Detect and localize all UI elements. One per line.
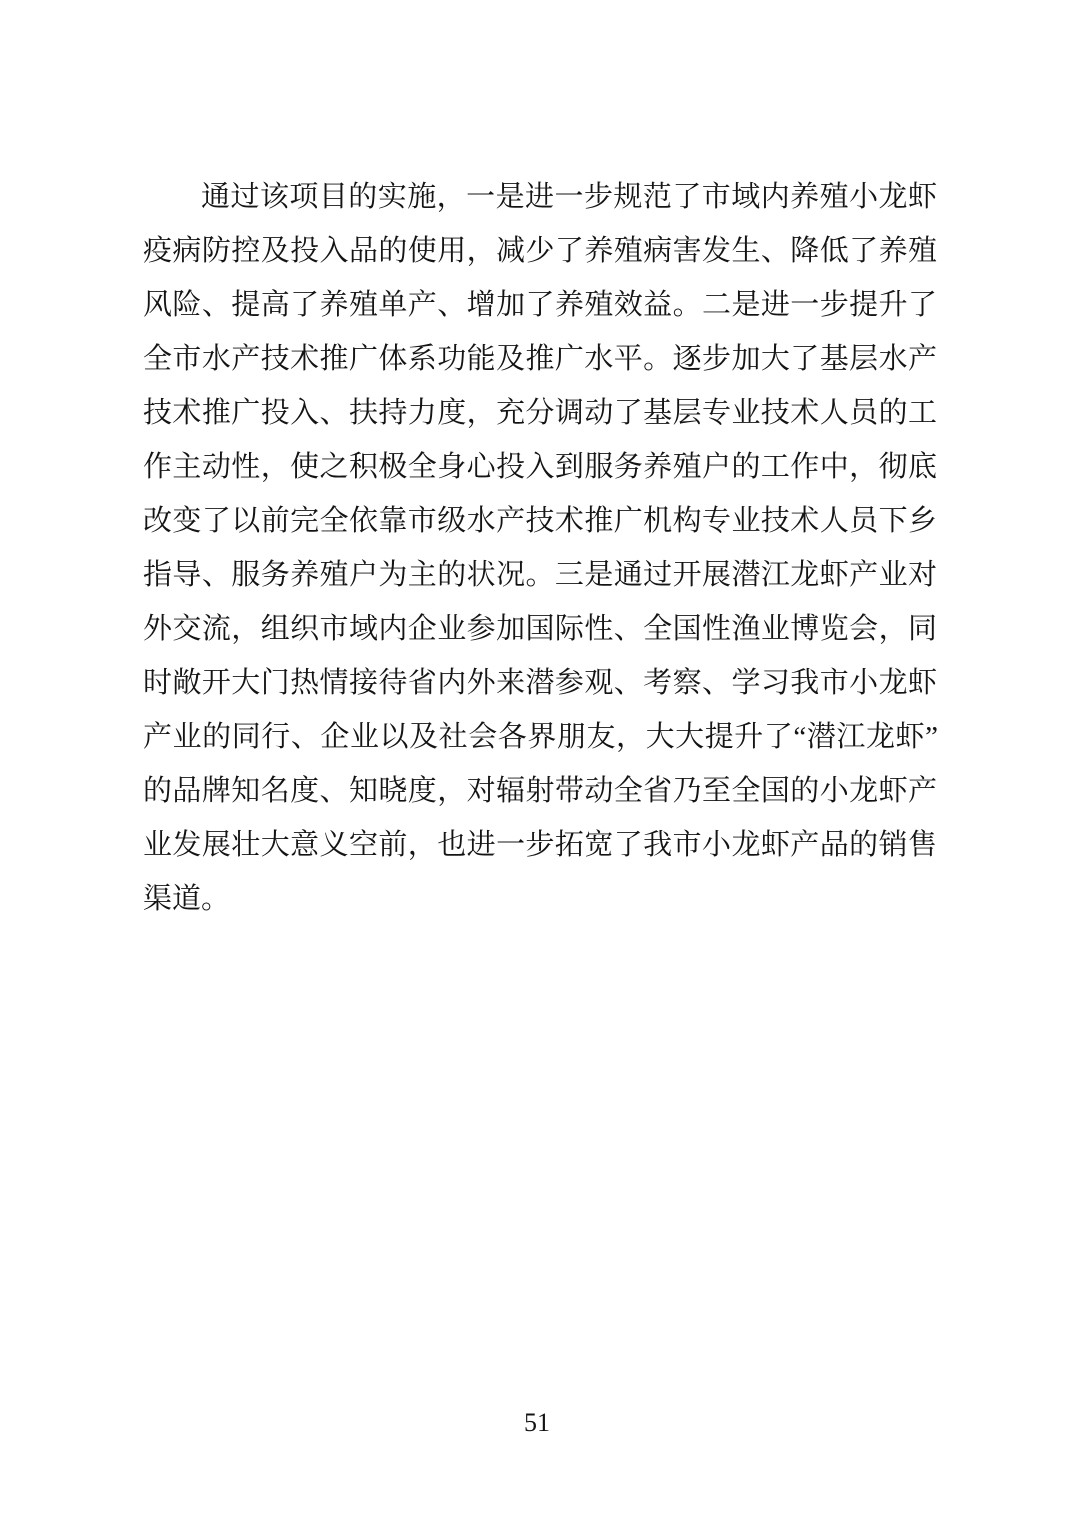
- body-paragraph: [143, 170, 937, 926]
- text-line: 改变了以前完全依靠市级水产技术推广机构专业技术人员下乡: [143, 505, 937, 537]
- text-line: 疫病防控及投入品的使用，减少了养殖病害发生、降低了养殖: [143, 235, 937, 267]
- text-line: 的品牌知名度、知晓度，对辐射带动全省乃至全国的小龙虾产: [143, 775, 937, 807]
- text-line: 风险、提高了养殖单产、增加了养殖效益。二是进一步提升了: [143, 289, 937, 321]
- text-line: 渠道。: [143, 883, 231, 915]
- page-number: 51: [524, 1408, 550, 1437]
- text-line: 外交流，组织市域内企业参加国际性、全国性渔业博览会，同: [143, 613, 937, 645]
- text-line: 时敞开大门热情接待省内外来潜参观、考察、学习我市小龙虾: [143, 667, 937, 699]
- text-line: 业发展壮大意义空前，也进一步拓宽了我市小龙虾产品的销售: [143, 829, 937, 861]
- text-line: 产业的同行、企业以及社会各界朋友，大大提升了“潜江龙虾”: [143, 721, 937, 753]
- text-line: 全市水产技术推广体系功能及推广水平。逐步加大了基层水产: [143, 343, 937, 375]
- text-line: 作主动性，使之积极全身心投入到服务养殖户的工作中，彻底: [143, 451, 937, 483]
- text-line: 指导、服务养殖户为主的状况。三是通过开展潜江龙虾产业对: [143, 559, 937, 591]
- text-line: 技术推广投入、扶持力度，充分调动了基层专业技术人员的工: [143, 397, 937, 429]
- text-line: 通过该项目的实施，一是进一步规范了市域内养殖小龙虾: [201, 181, 937, 213]
